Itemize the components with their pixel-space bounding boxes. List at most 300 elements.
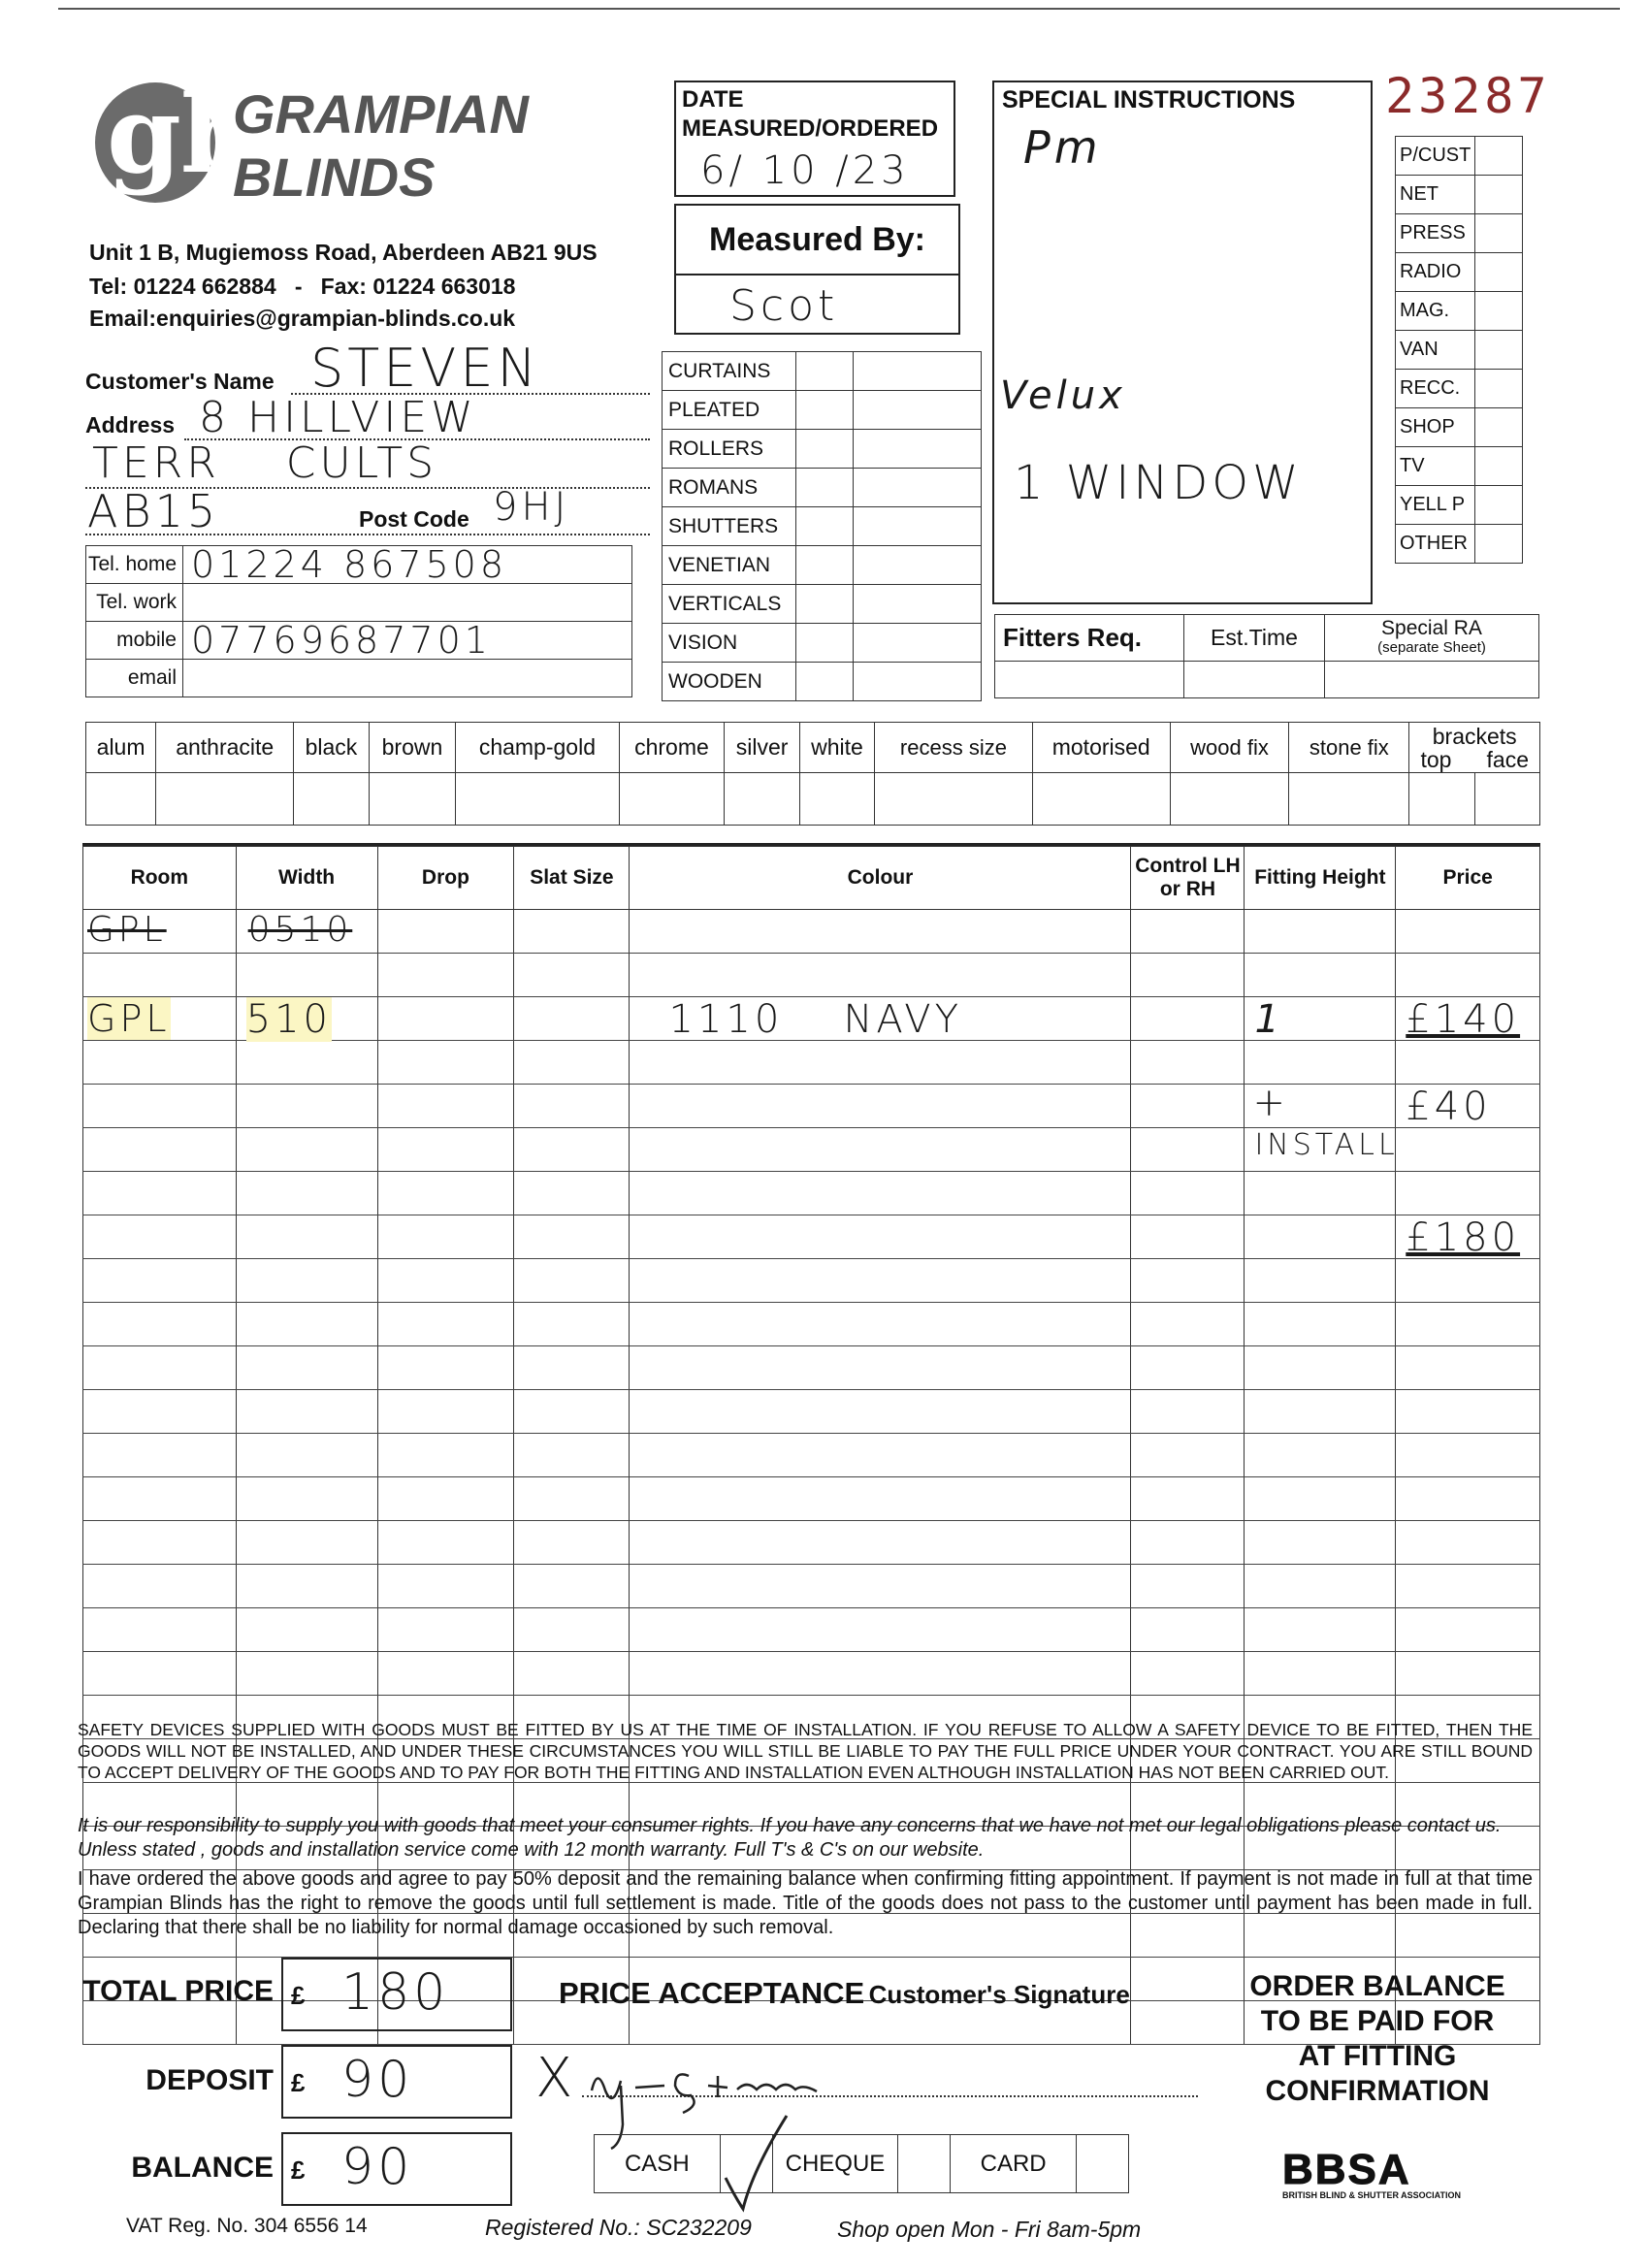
item-cell[interactable]	[83, 1390, 237, 1434]
terms-rights: It is our responsibility to supply you with goods that meet your consumer rights. If you have any concerns that we have not met our legal obligations please contact us. Unless stated , goods and installation service come with 12 month warranty. Full T's & C's on our website.	[78, 1815, 1502, 1861]
colour-option-label: chrome	[619, 723, 725, 773]
item-cell[interactable]	[236, 997, 377, 1041]
company-phone-fax: Tel: 01224 662884 - Fax: 01224 663018	[89, 274, 516, 299]
item-cell[interactable]	[377, 910, 514, 954]
item-cell[interactable]	[83, 997, 237, 1041]
item-cell[interactable]	[1396, 1259, 1540, 1303]
product-type-label: ROLLERS	[663, 430, 796, 469]
payment-checkbox[interactable]	[898, 2135, 951, 2193]
item-cell[interactable]	[236, 910, 377, 954]
item-cell[interactable]	[236, 1521, 377, 1565]
colour-option-box[interactable]	[875, 773, 1033, 826]
item-cell[interactable]	[236, 1303, 377, 1346]
item-cell[interactable]	[1396, 1085, 1540, 1128]
special-instructions-label: SPECIAL INSTRUCTIONS	[1002, 86, 1296, 113]
product-type-label: PLEATED	[663, 391, 796, 430]
item-cell[interactable]	[514, 1259, 630, 1303]
item-cell[interactable]	[1245, 1346, 1396, 1390]
item-cell[interactable]	[236, 1608, 377, 1652]
crossed-drop-value[interactable]: 0510	[247, 910, 353, 950]
balance-label: BALANCE	[131, 2152, 274, 2184]
payment-checkbox[interactable]	[1076, 2135, 1128, 2193]
item-cell[interactable]	[236, 1434, 377, 1477]
colour-option-box[interactable]	[619, 773, 725, 826]
item-cell[interactable]	[83, 1565, 237, 1608]
item-cell[interactable]	[83, 1652, 237, 1696]
item-cell[interactable]	[1396, 1346, 1540, 1390]
item-cell[interactable]	[377, 1521, 514, 1565]
contact-label: email	[86, 660, 183, 697]
source-checkbox[interactable]	[1475, 331, 1523, 370]
contact-value[interactable]	[183, 584, 632, 622]
product-type-qty[interactable]	[854, 352, 982, 391]
item-cell[interactable]	[1245, 1303, 1396, 1346]
colour-option-box[interactable]	[725, 773, 799, 826]
source-checkbox[interactable]	[1475, 176, 1523, 214]
item-cell[interactable]	[377, 1390, 514, 1434]
item-cell[interactable]	[1131, 1041, 1245, 1085]
item-cell[interactable]	[377, 997, 514, 1041]
item-cell[interactable]	[630, 1434, 1131, 1477]
deposit-box[interactable]	[281, 2045, 512, 2119]
item-cell[interactable]	[83, 1521, 237, 1565]
signature-x-mark: X	[535, 2047, 577, 2110]
deposit-value[interactable]: 90	[341, 2051, 414, 2109]
product-type-qty[interactable]	[854, 391, 982, 430]
product-type-qty[interactable]	[854, 546, 982, 585]
item-cell[interactable]	[83, 1608, 237, 1652]
item-cell[interactable]	[1396, 1477, 1540, 1521]
item-cell[interactable]	[1245, 1477, 1396, 1521]
product-type-qty[interactable]	[854, 430, 982, 469]
logo-letters: gb	[107, 72, 256, 197]
balance-value[interactable]: 90	[341, 2138, 414, 2196]
items-header: Fitting Height	[1245, 847, 1396, 910]
item-cell[interactable]	[1396, 1041, 1540, 1085]
item-cell[interactable]	[377, 954, 514, 997]
item-cell[interactable]	[630, 1172, 1131, 1215]
total-price-label: TOTAL PRICE	[82, 1975, 274, 2007]
item-cell[interactable]	[83, 954, 237, 997]
item-cell[interactable]	[630, 1128, 1131, 1172]
est-time-cell[interactable]	[1184, 662, 1325, 698]
source-label: RADIO	[1396, 253, 1475, 292]
item-cell[interactable]	[1131, 1477, 1245, 1521]
item-cell[interactable]	[514, 1608, 630, 1652]
item-cell[interactable]	[377, 1172, 514, 1215]
items-header: Room	[83, 847, 237, 910]
source-row	[1396, 253, 1523, 292]
item-cell[interactable]	[1131, 1303, 1245, 1346]
item-cell[interactable]	[1245, 997, 1396, 1041]
item-cell[interactable]	[514, 1085, 630, 1128]
item-cell[interactable]	[1396, 1215, 1540, 1259]
item-cell[interactable]	[1245, 1390, 1396, 1434]
item-cell[interactable]	[514, 1128, 630, 1172]
table-row	[83, 1390, 1540, 1434]
product-type-qty[interactable]	[854, 469, 982, 507]
item-cell[interactable]	[377, 1565, 514, 1608]
item-cell[interactable]	[514, 1652, 630, 1696]
item-cell[interactable]	[630, 997, 1131, 1041]
item-cell[interactable]	[83, 1128, 237, 1172]
item-cell[interactable]	[1131, 1390, 1245, 1434]
item-cell[interactable]	[1131, 910, 1245, 954]
item-cell[interactable]	[1396, 1303, 1540, 1346]
top-border	[58, 8, 1620, 10]
fitters-table	[994, 614, 1539, 698]
colour-option-box[interactable]	[799, 773, 874, 826]
product-type-check[interactable]	[796, 507, 854, 546]
item-cell[interactable]	[630, 1041, 1131, 1085]
item-cell[interactable]	[1245, 1608, 1396, 1652]
item-cell[interactable]	[1245, 1128, 1399, 1172]
source-checkbox[interactable]	[1475, 253, 1523, 292]
items-table	[82, 846, 1540, 2045]
source-checkbox[interactable]	[1475, 525, 1523, 564]
item-cell[interactable]	[1131, 1085, 1245, 1128]
product-type-row	[663, 352, 982, 391]
item-cell[interactable]	[1245, 1172, 1396, 1215]
item-cell[interactable]	[1245, 1215, 1396, 1259]
item-cell[interactable]	[83, 1346, 237, 1390]
item-cell[interactable]	[630, 1652, 1131, 1696]
source-checkbox[interactable]	[1475, 214, 1523, 253]
source-label: MAG.	[1396, 292, 1475, 331]
item-cell[interactable]	[630, 1608, 1131, 1652]
item-cell[interactable]	[514, 1477, 630, 1521]
item-cell[interactable]	[1245, 1434, 1396, 1477]
contact-value[interactable]: 01224 867508	[183, 546, 632, 584]
fitting-height-value[interactable]: 1	[1254, 997, 1283, 1042]
notice-line3: AT FITTING	[1298, 2040, 1457, 2072]
source-list	[1395, 136, 1523, 564]
item-cell[interactable]	[1396, 1128, 1540, 1172]
item-cell[interactable]	[377, 1259, 514, 1303]
item-cell[interactable]	[377, 1041, 514, 1085]
item-cell[interactable]	[83, 1477, 237, 1521]
brackets-top-box[interactable]	[1409, 773, 1474, 826]
payment-methods	[594, 2134, 1129, 2193]
item-cell[interactable]	[514, 997, 630, 1041]
table-row	[83, 1652, 1540, 1696]
colour-option-box[interactable]	[294, 773, 369, 826]
product-type-check[interactable]	[796, 430, 854, 469]
item-cell[interactable]	[236, 1565, 377, 1608]
crossed-room-value[interactable]: GPL	[87, 910, 167, 950]
product-type-check[interactable]	[796, 624, 854, 663]
brackets-top-label: top	[1420, 746, 1452, 772]
item-cell[interactable]	[1131, 1521, 1245, 1565]
contact-row	[86, 660, 632, 697]
item-cell[interactable]	[1396, 1390, 1540, 1434]
special-note-pm[interactable]: Pm	[1023, 121, 1102, 174]
product-type-check[interactable]	[796, 352, 854, 391]
item-cell[interactable]	[236, 1172, 377, 1215]
item-cell[interactable]	[1396, 997, 1540, 1041]
item-cell[interactable]	[83, 1215, 237, 1259]
contact-value[interactable]	[183, 660, 632, 697]
item-cell[interactable]	[236, 954, 377, 997]
product-type-check[interactable]	[796, 469, 854, 507]
total-currency: £	[291, 1981, 306, 2010]
item-cell[interactable]	[1131, 1215, 1245, 1259]
balance-box[interactable]	[281, 2132, 512, 2206]
item-cell[interactable]	[236, 1652, 377, 1696]
item-cell[interactable]	[630, 954, 1131, 997]
source-row	[1396, 486, 1523, 525]
item-cell[interactable]	[630, 1259, 1131, 1303]
price-value[interactable]: £140	[1406, 997, 1521, 1042]
colour-option-label: alum	[86, 723, 156, 773]
source-checkbox[interactable]	[1475, 408, 1523, 447]
item-cell[interactable]	[377, 1303, 514, 1346]
product-type-row	[663, 546, 982, 585]
item-cell[interactable]	[1131, 1565, 1245, 1608]
contact-label: Tel. home	[86, 546, 183, 584]
item-cell[interactable]	[1396, 954, 1540, 997]
source-row	[1396, 331, 1523, 370]
item-cell[interactable]	[630, 1477, 1131, 1521]
install-note[interactable]: INSTALL	[1254, 1128, 1399, 1162]
source-checkbox[interactable]	[1475, 370, 1523, 408]
item-cell[interactable]	[1396, 1652, 1540, 1696]
customer-name-label: Customer's Name	[85, 369, 275, 394]
total-line-price[interactable]: £180	[1406, 1215, 1521, 1260]
item-cell[interactable]	[1131, 997, 1245, 1041]
item-cell[interactable]	[1245, 910, 1396, 954]
item-cell[interactable]	[83, 1085, 237, 1128]
item-cell[interactable]	[514, 954, 630, 997]
item-cell[interactable]	[514, 1521, 630, 1565]
item-cell[interactable]	[83, 1434, 237, 1477]
item-cell[interactable]	[377, 1608, 514, 1652]
table-row	[83, 910, 1540, 954]
item-cell[interactable]	[1131, 1172, 1245, 1215]
date-value[interactable]: 6/ 10 /23	[700, 148, 910, 193]
colour-option-box[interactable]	[1032, 773, 1170, 826]
source-checkbox[interactable]	[1475, 447, 1523, 486]
item-cell[interactable]	[1131, 1346, 1245, 1390]
item-cell[interactable]	[1396, 910, 1540, 954]
item-cell[interactable]	[1245, 1565, 1396, 1608]
contact-label: Tel. work	[86, 584, 183, 622]
item-cell[interactable]	[630, 1565, 1131, 1608]
colour-options-table	[85, 722, 1540, 826]
measured-by-value[interactable]: Scot	[729, 281, 839, 331]
special-ra-label: Special RA	[1381, 616, 1482, 639]
product-type-qty[interactable]	[854, 585, 982, 624]
colour-option-box[interactable]	[1289, 773, 1409, 826]
colour-option-label: champ-gold	[456, 723, 619, 773]
brackets-face-box[interactable]	[1474, 773, 1539, 826]
items-header: Slat Size	[514, 847, 630, 910]
product-type-check[interactable]	[796, 663, 854, 701]
measured-by-label: Measured By:	[709, 221, 925, 258]
item-cell[interactable]	[377, 1434, 514, 1477]
item-cell[interactable]	[630, 1390, 1131, 1434]
items-header: Width	[236, 847, 377, 910]
product-type-check[interactable]	[796, 546, 854, 585]
colour-option-box[interactable]	[156, 773, 294, 826]
special-ra-cell[interactable]	[1325, 662, 1539, 698]
source-checkbox[interactable]	[1475, 292, 1523, 331]
total-price-box[interactable]	[281, 1958, 512, 2031]
item-cell[interactable]	[83, 1303, 237, 1346]
item-cell[interactable]	[236, 1346, 377, 1390]
special-note-window[interactable]: 1 WINDOW	[1014, 456, 1303, 510]
item-cell[interactable]	[514, 1346, 630, 1390]
install-plus[interactable]: +	[1252, 1081, 1289, 1125]
item-cell[interactable]	[1245, 1652, 1396, 1696]
colour-option-box[interactable]	[1170, 773, 1289, 826]
table-row	[83, 954, 1540, 997]
item-cell[interactable]	[1245, 1521, 1396, 1565]
colour-option-label: motorised	[1032, 723, 1170, 773]
item-cell[interactable]	[1131, 1652, 1245, 1696]
contact-table	[85, 545, 632, 697]
item-cell[interactable]	[377, 1477, 514, 1521]
item-cell[interactable]	[236, 1259, 377, 1303]
product-type-qty[interactable]	[854, 624, 982, 663]
product-type-row	[663, 507, 982, 546]
colour-code-value[interactable]: 1110	[668, 997, 784, 1042]
item-cell[interactable]	[236, 1390, 377, 1434]
colour-name-value[interactable]: NAVY	[843, 997, 963, 1042]
item-cell[interactable]	[1396, 1521, 1540, 1565]
product-type-check[interactable]	[796, 391, 854, 430]
product-type-row	[663, 430, 982, 469]
brackets-header	[1409, 723, 1540, 773]
item-cell[interactable]	[83, 1259, 237, 1303]
item-cell[interactable]	[514, 1303, 630, 1346]
date-box	[674, 81, 955, 197]
item-cell[interactable]	[1396, 1434, 1540, 1477]
colour-option-box[interactable]	[456, 773, 619, 826]
address-line1-value[interactable]: 8 HILLVIEW	[199, 393, 477, 442]
fitters-req-cell[interactable]	[995, 662, 1184, 698]
notice-line2: TO BE PAID FOR	[1260, 2005, 1495, 2037]
item-cell[interactable]	[377, 1346, 514, 1390]
item-cell[interactable]	[236, 1215, 377, 1259]
item-cell[interactable]	[514, 1172, 630, 1215]
item-cell[interactable]	[1245, 954, 1396, 997]
item-cell[interactable]	[1396, 1565, 1540, 1608]
source-checkbox[interactable]	[1475, 486, 1523, 525]
company-logo	[87, 72, 256, 206]
product-type-check[interactable]	[796, 585, 854, 624]
item-cell[interactable]	[630, 910, 1131, 954]
special-note-velux[interactable]: Velux	[1000, 373, 1126, 418]
room-value[interactable]: GPL	[87, 997, 171, 1040]
item-cell[interactable]	[1396, 1172, 1540, 1215]
item-cell[interactable]	[1245, 1041, 1396, 1085]
source-checkbox[interactable]	[1475, 137, 1523, 176]
product-type-label: CURTAINS	[663, 352, 796, 391]
item-cell[interactable]	[630, 1521, 1131, 1565]
item-cell[interactable]	[377, 1128, 514, 1172]
address-line3-value[interactable]: AB15	[87, 485, 220, 537]
item-cell[interactable]	[630, 1303, 1131, 1346]
install-price-value[interactable]: £40	[1406, 1085, 1492, 1129]
item-cell[interactable]	[236, 1041, 377, 1085]
item-cell[interactable]	[514, 1565, 630, 1608]
table-row	[83, 1434, 1540, 1477]
customer-name-value[interactable]: STEVEN	[310, 338, 540, 399]
product-type-row	[663, 391, 982, 430]
item-cell[interactable]	[514, 1041, 630, 1085]
item-cell[interactable]	[1131, 1434, 1245, 1477]
item-cell[interactable]	[236, 1128, 377, 1172]
colour-option-box[interactable]	[369, 773, 456, 826]
address-line2-value[interactable]: TERR CULTS	[92, 438, 437, 488]
product-type-qty[interactable]	[854, 507, 982, 546]
table-row	[83, 1041, 1540, 1085]
source-label: RECC.	[1396, 370, 1475, 408]
measured-by-box	[674, 204, 960, 335]
colour-option-label: black	[294, 723, 369, 773]
item-cell[interactable]	[377, 1652, 514, 1696]
item-cell[interactable]	[236, 1477, 377, 1521]
total-price-value[interactable]: 180	[341, 1963, 450, 2022]
item-cell[interactable]	[630, 1346, 1131, 1390]
table-row	[83, 1128, 1540, 1172]
source-row	[1396, 137, 1523, 176]
item-cell[interactable]	[1131, 1259, 1245, 1303]
source-label: OTHER	[1396, 525, 1475, 564]
colour-option-label: anthracite	[156, 723, 294, 773]
item-cell[interactable]	[514, 1215, 630, 1259]
item-cell[interactable]	[514, 1434, 630, 1477]
terms-safety: SAFETY DEVICES SUPPLIED WITH GOODS MUST BE FITTED BY US AT THE TIME OF INSTALLATION. IF YOU REFUSE TO ALLOW A SAFETY DEVICE TO BE FITTED, THEN THE GOODS WILL NOT BE INSTALLED, AND UNDER THESE CIRCUMSTANCES YOU WILL STILL BE LIABLE TO PAY THE FULL PRICE UNDER YOUR CONTRACT. YOU ARE STILL BOUND TO ACCEPT DELIVERY OF THE GOODS AND TO PAY FOR BOTH THE FITTING AND INSTALLATION EVEN ALTHOUGH INSTALLATION HAS NOT BEEN CARRIED OUT.	[78, 1720, 1533, 1782]
contact-value[interactable]: 07769687701	[183, 622, 632, 660]
item-cell[interactable]	[1131, 954, 1245, 997]
item-cell[interactable]	[1396, 1608, 1540, 1652]
bbsa-subtitle: BRITISH BLIND & SHUTTER ASSOCIATION	[1282, 2190, 1461, 2200]
item-cell[interactable]	[1131, 1608, 1245, 1652]
item-cell[interactable]	[83, 1172, 237, 1215]
drop-value[interactable]: 510	[245, 997, 332, 1042]
colour-option-box[interactable]	[86, 773, 156, 826]
est-time-label: Est.Time	[1211, 625, 1298, 650]
item-cell[interactable]	[83, 1041, 237, 1085]
product-type-qty[interactable]	[854, 663, 982, 701]
contact-row	[86, 622, 632, 660]
item-cell[interactable]	[236, 1085, 377, 1128]
notice-line4: CONFIRMATION	[1265, 2075, 1490, 2107]
item-cell[interactable]	[83, 910, 237, 954]
item-cell[interactable]	[630, 1215, 1131, 1259]
item-cell[interactable]	[1245, 1259, 1396, 1303]
item-cell[interactable]	[377, 1085, 514, 1128]
table-row	[83, 1346, 1540, 1390]
item-cell[interactable]	[377, 1215, 514, 1259]
brackets-sub	[1410, 748, 1538, 771]
item-cell[interactable]	[1245, 1081, 1396, 1128]
product-type-row	[663, 624, 982, 663]
item-cell[interactable]	[1131, 1128, 1245, 1172]
item-cell[interactable]	[514, 1390, 630, 1434]
vat-reg: VAT Reg. No. 304 6556 14	[126, 2215, 368, 2237]
item-cell[interactable]	[514, 910, 630, 954]
item-cell[interactable]	[630, 1085, 1131, 1128]
postcode-value[interactable]: 9HJ	[493, 485, 570, 530]
special-instructions-box	[992, 81, 1373, 604]
order-number: 23287	[1385, 68, 1551, 124]
source-row	[1396, 525, 1523, 564]
terms-deposit: I have ordered the above goods and agree to pay 50% deposit and the remaining balance when confirming fitting appointment. If payment is not made in full at that time Grampian Blinds has the right to remove the goods until full settlement is made. Title of the goods does not pass to the customer until payment has been made in full. Declaring that there shall be no liability for normal damage occasioned by such removal.	[78, 1868, 1533, 1938]
source-label: VAN	[1396, 331, 1475, 370]
